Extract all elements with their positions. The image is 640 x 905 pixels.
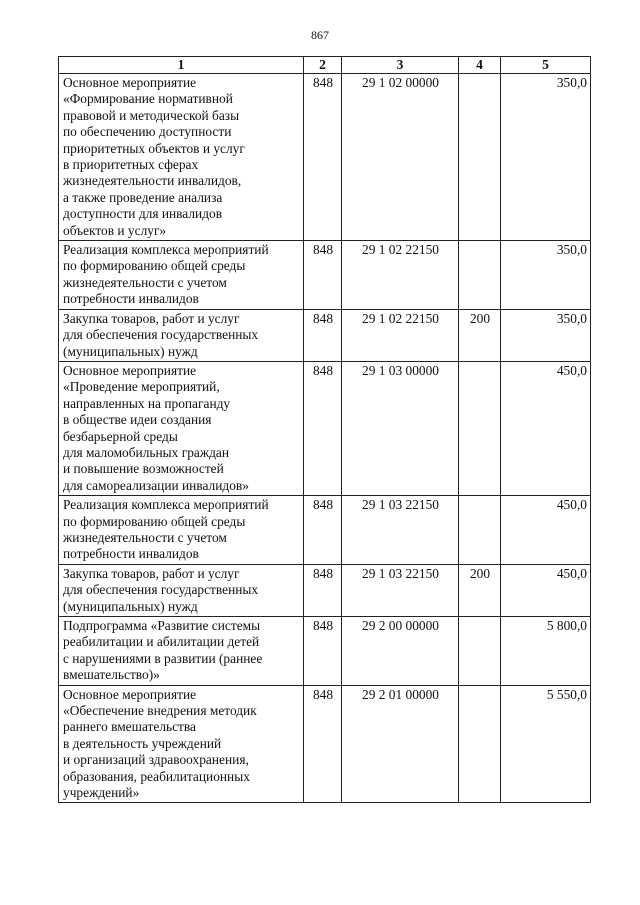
row-csr: 29 1 03 22150 — [342, 496, 459, 565]
row-ved: 848 — [304, 617, 342, 686]
row-vr: 200 — [459, 309, 501, 361]
row-sum: 5 800,0 — [501, 617, 591, 686]
header-row — [59, 57, 591, 74]
budget-table — [58, 56, 591, 803]
row-name: Подпрограмма «Развитие системы реабилитации и абилитации детей с нарушениями в развитии (раннее вмешательство)» — [59, 617, 304, 686]
row-ved: 848 — [304, 361, 342, 495]
table-row — [59, 74, 591, 241]
row-vr — [459, 496, 501, 565]
row-csr: 29 2 00 00000 — [342, 617, 459, 686]
table-row — [59, 361, 591, 495]
row-sum: 450,0 — [501, 564, 591, 616]
row-ved: 848 — [304, 496, 342, 565]
table-row — [59, 309, 591, 361]
row-sum: 350,0 — [501, 74, 591, 241]
row-name: Основное мероприятие «Обеспечение внедрения методик раннего вмешательства в деятельность учреждений и организаций здравоохранения, образования, реабилитационных учреждений» — [59, 685, 304, 803]
row-name: Закупка товаров, работ и услуг для обеспечения государственных (муниципальных) нужд — [59, 564, 304, 616]
table-row — [59, 564, 591, 616]
row-ved: 848 — [304, 241, 342, 310]
row-name: Основное мероприятие «Проведение мероприятий, направленных на пропаганду в обществе идеи создания безбарьерной среды для маломобильных граждан и повышение возможностей для самореализации инвалидов» — [59, 361, 304, 495]
row-vr — [459, 74, 501, 241]
header-col-2: 2 — [304, 57, 342, 74]
row-vr — [459, 241, 501, 310]
row-csr: 29 1 03 22150 — [342, 564, 459, 616]
page-number: 867 — [311, 28, 329, 42]
header-col-1: 1 — [59, 57, 304, 74]
row-name: Закупка товаров, работ и услуг для обеспечения государственных (муниципальных) нужд — [59, 309, 304, 361]
row-sum: 450,0 — [501, 496, 591, 565]
row-csr: 29 1 03 00000 — [342, 361, 459, 495]
table-row — [59, 496, 591, 565]
row-csr: 29 2 01 00000 — [342, 685, 459, 803]
row-sum: 350,0 — [501, 309, 591, 361]
row-csr: 29 1 02 22150 — [342, 241, 459, 310]
row-name: Реализация комплекса мероприятий по формированию общей среды жизнедеятельности с учетом потребности инвалидов — [59, 496, 304, 565]
row-ved: 848 — [304, 564, 342, 616]
table-row — [59, 685, 591, 803]
row-name: Реализация комплекса мероприятий по формированию общей среды жизнедеятельности с учетом потребности инвалидов — [59, 241, 304, 310]
row-sum: 450,0 — [501, 361, 591, 495]
row-sum: 5 550,0 — [501, 685, 591, 803]
header-col-5: 5 — [501, 57, 591, 74]
header-col-3: 3 — [342, 57, 459, 74]
row-vr: 200 — [459, 564, 501, 616]
row-ved: 848 — [304, 74, 342, 241]
table-row — [59, 241, 591, 310]
row-vr — [459, 617, 501, 686]
row-ved: 848 — [304, 685, 342, 803]
row-sum: 350,0 — [501, 241, 591, 310]
row-name: Основное мероприятие «Формирование нормативной правовой и методической базы по обеспечению доступности приоритетных объектов и услуг в приоритетных сферах жизнедеятельности инвалидов, а также проведение анализа доступности для инвалидов объектов и услуг» — [59, 74, 304, 241]
row-csr: 29 1 02 00000 — [342, 74, 459, 241]
row-vr — [459, 361, 501, 495]
table-row — [59, 617, 591, 686]
row-vr — [459, 685, 501, 803]
row-csr: 29 1 02 22150 — [342, 309, 459, 361]
header-col-4: 4 — [459, 57, 501, 74]
row-ved: 848 — [304, 309, 342, 361]
